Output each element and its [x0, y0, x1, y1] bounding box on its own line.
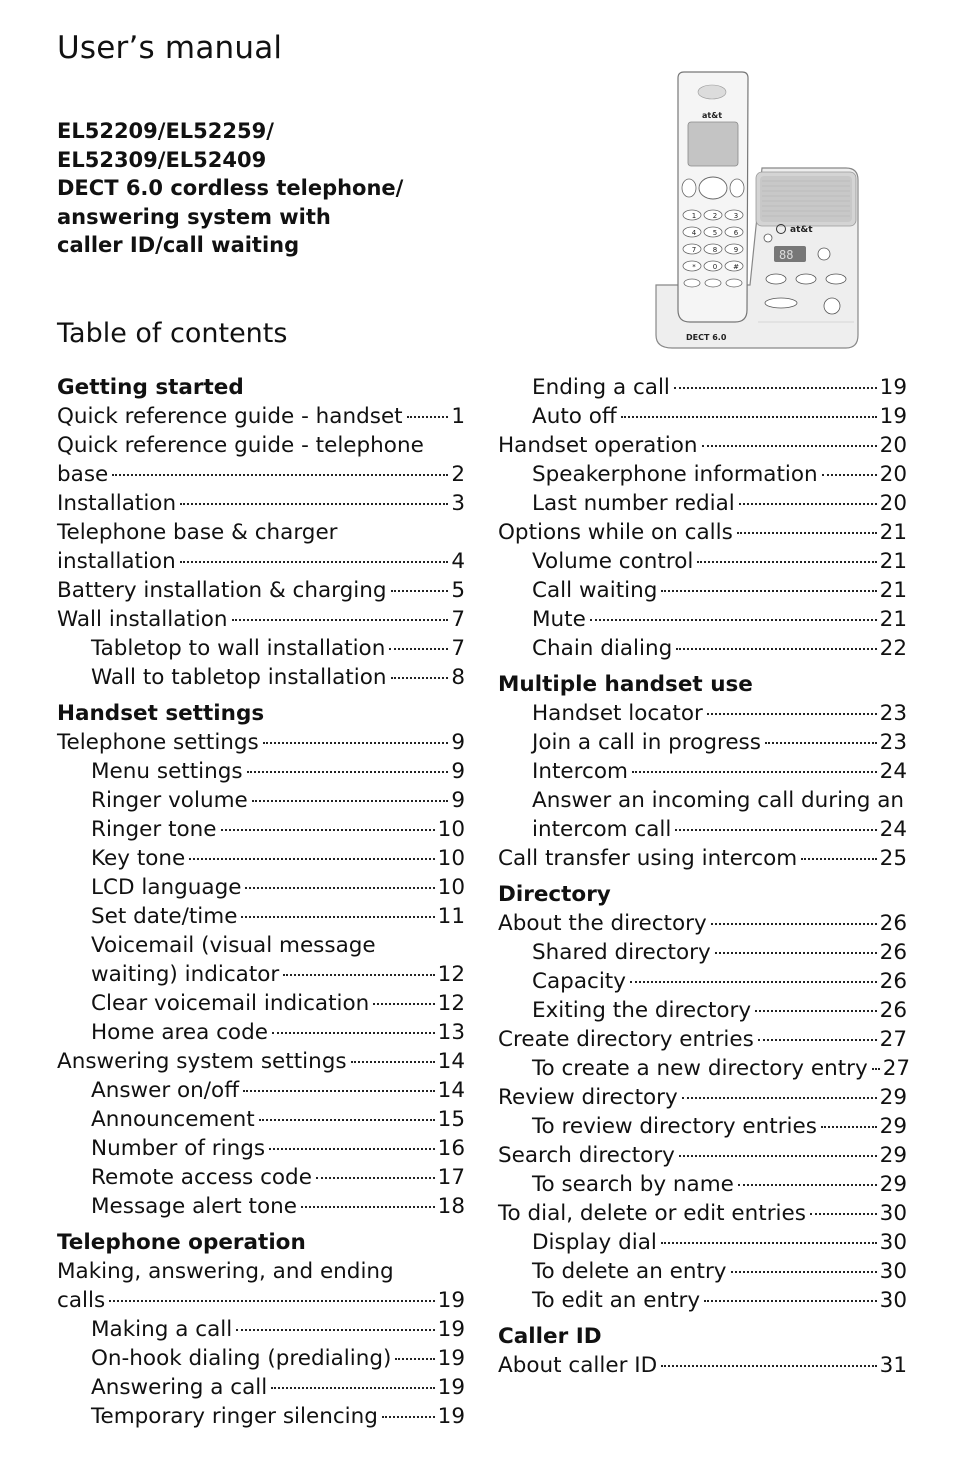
toc-entry-title: Last number redial: [532, 491, 735, 516]
toc-subentry[interactable]: [498, 460, 907, 489]
toc-entry-page: 9: [451, 788, 465, 813]
svg-text:3: 3: [733, 212, 739, 220]
dot-leader: [245, 887, 434, 889]
toc-entry-page: 21: [879, 578, 907, 603]
model-line: EL52209/EL52259/: [57, 119, 274, 143]
model-line: EL52309/EL52409: [57, 147, 267, 172]
toc-entry[interactable]: [57, 1047, 465, 1076]
toc-entry-page: 20: [879, 433, 907, 458]
handset-brand-logo: at&t: [702, 111, 723, 120]
toc-entry-page: 14: [437, 1049, 465, 1074]
dot-leader: [259, 1119, 435, 1121]
toc-entry-title: Answering system settings: [57, 1049, 347, 1074]
toc-subentry[interactable]: [57, 786, 465, 815]
toc-entry-page: 19: [437, 1288, 465, 1313]
toc-entry-page: 10: [437, 817, 465, 842]
model-line: answering system with: [57, 204, 331, 229]
toc-subentry[interactable]: [498, 1286, 907, 1315]
dot-leader: [301, 1206, 435, 1208]
toc-subentry[interactable]: [498, 728, 907, 757]
toc-entry-title: On-hook dialing (predialing): [91, 1346, 392, 1371]
toc-subentry[interactable]: [498, 489, 907, 518]
toc-entry-page: 26: [879, 911, 907, 936]
dot-leader: [351, 1061, 435, 1063]
dot-leader: [765, 742, 877, 744]
toc-entry-page: 30: [879, 1259, 907, 1284]
dot-leader: [373, 1003, 434, 1005]
toc-entry-title: Home area code: [91, 1020, 268, 1045]
dot-leader: [621, 416, 877, 418]
toc-entry-title: To delete an entry: [532, 1259, 727, 1284]
toc-entry-title: Search directory: [498, 1143, 675, 1168]
toc-entry-page: 21: [879, 607, 907, 632]
toc-entry[interactable]: [57, 547, 465, 576]
toc-subentry[interactable]: [57, 960, 465, 989]
dot-leader: [252, 800, 449, 802]
model-line: caller ID/call waiting: [57, 233, 300, 258]
base-brand-logo: at&t: [790, 225, 813, 235]
toc-entry-title: Review directory: [498, 1085, 678, 1110]
toc-subentry[interactable]: [57, 634, 465, 663]
toc-subentry[interactable]: [57, 1402, 465, 1431]
dot-leader: [810, 1213, 877, 1215]
toc-entry-page: 20: [879, 462, 907, 487]
toc-entry-title: To search by name: [532, 1172, 734, 1197]
toc-entry-title: Chain dialing: [532, 636, 673, 661]
dot-leader: [382, 1416, 435, 1418]
dot-leader: [109, 1300, 434, 1302]
toc-entry[interactable]: [57, 1286, 465, 1315]
toc-entry-title: Installation: [57, 491, 177, 516]
dot-leader: [221, 829, 435, 831]
toc-subentry[interactable]: [57, 1163, 465, 1192]
dot-leader: [715, 952, 877, 954]
toc-entry[interactable]: [57, 576, 465, 605]
toc-subentry[interactable]: [57, 873, 465, 902]
toc-entry-page: 9: [451, 759, 465, 784]
toc-entry-title: Create directory entries: [498, 1027, 754, 1052]
dot-leader: [271, 1387, 434, 1389]
toc-subentry[interactable]: [498, 815, 907, 844]
toc-subentry[interactable]: [57, 1344, 465, 1373]
toc-entry-page: 7: [451, 636, 465, 661]
dot-leader: [707, 713, 877, 715]
toc-entry-page: 12: [437, 991, 465, 1016]
svg-text:*: *: [692, 263, 696, 271]
toc-entry-page: 19: [437, 1375, 465, 1400]
dot-leader: [822, 474, 877, 476]
toc-subentry[interactable]: [498, 967, 907, 996]
dot-leader: [180, 503, 448, 505]
toc-entry-page: 14: [437, 1078, 465, 1103]
toc-entry-title: To dial, delete or edit entries: [498, 1201, 806, 1226]
dot-leader: [391, 677, 449, 679]
dot-leader: [676, 648, 876, 650]
toc-subentry[interactable]: [57, 902, 465, 931]
toc-entry-page: 24: [879, 759, 907, 784]
dot-leader: [263, 742, 449, 744]
toc-entry[interactable]: [498, 1025, 907, 1054]
toc-entry-page: 17: [437, 1165, 465, 1190]
svg-text:4: 4: [691, 229, 697, 237]
toc-subentry[interactable]: [57, 1105, 465, 1134]
toc-entry-title: To edit an entry: [532, 1288, 701, 1313]
toc-entry-page: 22: [879, 636, 907, 661]
dot-leader: [316, 1177, 435, 1179]
toc-entry-title: Call waiting: [532, 578, 658, 603]
toc-subentry[interactable]: [498, 699, 907, 728]
toc-entry-title: To create a new directory entry: [532, 1056, 868, 1081]
toc-subentry[interactable]: [57, 844, 465, 873]
toc-entry-page: 2: [451, 462, 465, 487]
toc-entry-title: To review directory entries: [532, 1114, 817, 1139]
toc-entry-title: waiting) indicator: [91, 962, 280, 987]
toc-subentry[interactable]: [498, 938, 907, 967]
dot-leader: [407, 416, 449, 418]
toc-subentry[interactable]: [57, 663, 465, 692]
section-heading: Directory: [498, 882, 611, 907]
dot-leader: [269, 1148, 435, 1150]
toc-entry-page: 29: [879, 1114, 907, 1139]
toc-entry-page: 30: [879, 1201, 907, 1226]
toc-entry[interactable]: [498, 518, 907, 547]
toc-entry-title: Temporary ringer silencing: [91, 1404, 378, 1429]
toc-entry[interactable]: [57, 489, 465, 518]
toc-entry-title: LCD language: [91, 875, 242, 900]
dot-leader: [737, 532, 877, 534]
dot-leader: [731, 1271, 877, 1273]
toc-entry-title: Ringer volume: [91, 788, 248, 813]
toc-entry-page: 19: [879, 404, 907, 429]
dot-leader: [236, 1329, 434, 1331]
toc-entry-page: 23: [879, 730, 907, 755]
svg-text:7: 7: [691, 246, 697, 254]
product-image: [650, 70, 862, 355]
dot-leader: [697, 561, 876, 563]
toc-entry-page: 10: [437, 846, 465, 871]
dot-leader: [232, 619, 449, 621]
toc-entry-page: 19: [437, 1404, 465, 1429]
dot-leader: [682, 1097, 877, 1099]
svg-text:1: 1: [691, 212, 697, 220]
toc-entry-title: Intercom: [532, 759, 628, 784]
toc-subentry[interactable]: [57, 1134, 465, 1163]
toc-entry-page: 24: [879, 817, 907, 842]
toc-entry-title: Join a call in progress: [532, 730, 761, 755]
toc-entry-page: 11: [437, 904, 465, 929]
dot-leader: [661, 1242, 877, 1244]
toc-subentry[interactable]: [498, 1228, 907, 1257]
section-heading: Handset settings: [57, 701, 265, 726]
dot-leader: [704, 1300, 877, 1302]
toc-entry-title-line: Making, answering, and ending: [57, 1259, 394, 1284]
toc-entry-title: installation: [57, 549, 176, 574]
toc-entry-page: 29: [879, 1143, 907, 1168]
dot-leader: [395, 1358, 434, 1360]
toc-entry-title: Menu settings: [91, 759, 243, 784]
toc-subentry[interactable]: [498, 1112, 907, 1141]
toc-entry-page: 18: [437, 1194, 465, 1219]
toc-subentry[interactable]: [498, 1054, 911, 1083]
svg-text:9: 9: [733, 246, 739, 254]
toc-entry-title: Call transfer using intercom: [498, 846, 798, 871]
toc-entry-title: calls: [57, 1288, 106, 1313]
dot-leader: [755, 1010, 877, 1012]
toc-entry[interactable]: [498, 1141, 907, 1170]
toc-entry-title: Remote access code: [91, 1165, 312, 1190]
toc-entry-page: 31: [879, 1353, 907, 1378]
dot-leader: [661, 1365, 877, 1367]
toc-right-column: [498, 373, 911, 1380]
dot-leader: [243, 1090, 435, 1092]
toc-entry-title-line: Answer an incoming call during an: [532, 788, 905, 813]
toc-entry-page: 29: [879, 1085, 907, 1110]
section-heading: Multiple handset use: [498, 672, 753, 697]
dot-leader: [632, 771, 877, 773]
toc-entry-page: 5: [451, 578, 465, 603]
toc-entry-title: Mute: [532, 607, 586, 632]
dot-leader: [821, 1126, 877, 1128]
toc-entry-page: 19: [437, 1317, 465, 1342]
toc-subentry[interactable]: [57, 989, 465, 1018]
toc-entry-title: Making a call: [91, 1317, 233, 1342]
toc-entry[interactable]: [57, 402, 465, 431]
toc-entry[interactable]: [498, 1199, 907, 1228]
toc-entry-page: 21: [879, 549, 907, 574]
dot-leader: [630, 981, 877, 983]
toc-entry-title: Wall installation: [57, 607, 228, 632]
toc-entry-title-line: Telephone base & charger: [57, 520, 338, 545]
model-line: DECT 6.0 cordless telephone/: [57, 176, 404, 201]
toc-entry-title: Ringer tone: [91, 817, 217, 842]
dot-leader: [702, 445, 877, 447]
toc-entry-page: 25: [879, 846, 907, 871]
toc-heading: Table of contents: [57, 318, 288, 349]
toc-entry-page: 4: [451, 549, 465, 574]
toc-entry-page: 12: [437, 962, 465, 987]
toc-entry-page: 30: [879, 1230, 907, 1255]
dot-leader: [391, 590, 449, 592]
toc-subentry[interactable]: [498, 547, 907, 576]
svg-text:0: 0: [712, 263, 718, 271]
dect-logo: DECT 6.0: [686, 333, 727, 342]
svg-text:6: 6: [733, 229, 739, 237]
toc-entry-title: About the directory: [498, 911, 707, 936]
toc-subentry[interactable]: [498, 1170, 907, 1199]
toc-entry[interactable]: [498, 431, 907, 460]
toc-subentry[interactable]: [57, 1373, 465, 1402]
toc-entry[interactable]: [498, 1351, 907, 1380]
dot-leader: [711, 923, 877, 925]
toc-entry-title: Announcement: [91, 1107, 255, 1132]
toc-entry-page: 19: [879, 375, 907, 400]
toc-entry-title: Display dial: [532, 1230, 657, 1255]
toc-entry-title: Key tone: [91, 846, 186, 871]
svg-text:2: 2: [712, 212, 718, 220]
toc-subentry[interactable]: [498, 402, 907, 431]
base-display-digits: 88: [779, 248, 794, 262]
toc-left-column: [57, 373, 465, 1431]
toc-entry-page: 23: [879, 701, 907, 726]
toc-entry[interactable]: [57, 728, 465, 757]
toc-entry-title: Set date/time: [91, 904, 238, 929]
toc-entry-page: 26: [879, 969, 907, 994]
toc-entry-title: base: [57, 462, 109, 487]
toc-subentry[interactable]: [57, 1315, 465, 1344]
toc-entry-title: Auto off: [532, 404, 617, 429]
toc-subentry[interactable]: [498, 634, 907, 663]
toc-entry-title: Tabletop to wall installation: [91, 636, 386, 661]
toc-entry-title: Shared directory: [532, 940, 711, 965]
document-title: User’s manual: [57, 30, 283, 66]
toc-entry-title: Battery installation & charging: [57, 578, 387, 603]
toc-entry-title: Handset operation: [498, 433, 698, 458]
toc-subentry[interactable]: [57, 1192, 465, 1221]
toc-entry-page: 15: [437, 1107, 465, 1132]
toc-entry-title-line: Voicemail (visual message: [91, 933, 376, 958]
toc-entry-page: 1: [451, 404, 465, 429]
toc-entry-page: 9: [451, 730, 465, 755]
toc-subentry[interactable]: [498, 576, 907, 605]
toc-entry-title: Answering a call: [91, 1375, 268, 1400]
toc-entry[interactable]: [498, 1083, 907, 1112]
toc-entry[interactable]: [57, 605, 465, 634]
toc-entry-title: Telephone settings: [57, 730, 259, 755]
toc-entry-page: 13: [437, 1020, 465, 1045]
dot-leader: [675, 829, 876, 831]
toc-entry-title: Quick reference guide - handset: [57, 404, 403, 429]
toc-subentry[interactable]: [498, 1257, 907, 1286]
svg-text:#: #: [733, 263, 739, 271]
toc-entry-page: 20: [879, 491, 907, 516]
toc-entry-page: 10: [437, 875, 465, 900]
dot-leader: [661, 590, 876, 592]
toc-entry-title-line: Quick reference guide - telephone: [57, 433, 424, 458]
toc-subentry[interactable]: [498, 996, 907, 1025]
toc-entry-page: 26: [879, 940, 907, 965]
toc-entry-title: Ending a call: [532, 375, 670, 400]
dot-leader: [758, 1039, 877, 1041]
toc-entry-title: Clear voicemail indication: [91, 991, 370, 1016]
toc-entry-title: Exiting the directory: [532, 998, 752, 1023]
toc-entry-title: Number of rings: [91, 1136, 266, 1161]
toc-subentry[interactable]: [57, 1076, 465, 1105]
svg-text:5: 5: [712, 229, 718, 237]
toc-entry-title: intercom call: [532, 817, 672, 842]
dot-leader: [739, 503, 877, 505]
toc-subentry[interactable]: [498, 373, 907, 402]
toc-entry-page: 29: [879, 1172, 907, 1197]
toc-subentry[interactable]: [57, 757, 465, 786]
section-heading: Getting started: [57, 375, 244, 400]
toc-entry-title: Options while on calls: [498, 520, 733, 545]
dot-leader: [189, 858, 434, 860]
dot-leader: [241, 916, 434, 918]
toc-subentry[interactable]: [57, 1018, 465, 1047]
toc-subentry[interactable]: [498, 605, 907, 634]
section-heading: Telephone operation: [57, 1230, 306, 1255]
toc-entry[interactable]: [57, 460, 465, 489]
toc-entry-page: 21: [879, 520, 907, 545]
toc-entry-title: Answer on/off: [91, 1078, 240, 1103]
dot-leader: [389, 648, 448, 650]
model-description: [57, 117, 403, 260]
toc-subentry[interactable]: [498, 757, 907, 786]
toc-entry-page: 16: [437, 1136, 465, 1161]
toc-entry[interactable]: [498, 844, 907, 873]
dot-leader: [872, 1068, 880, 1070]
toc-entry-page: 7: [451, 607, 465, 632]
toc-entry-title: Speakerphone information: [532, 462, 818, 487]
toc-entry-title: About caller ID: [498, 1353, 658, 1378]
dot-leader: [738, 1184, 877, 1186]
toc-entry-page: 27: [882, 1056, 911, 1081]
dot-leader: [112, 474, 448, 476]
dot-leader: [247, 771, 449, 773]
toc-entry-page: 3: [451, 491, 465, 516]
toc-entry-title: Handset locator: [532, 701, 703, 726]
toc-subentry[interactable]: [57, 815, 465, 844]
svg-text:8: 8: [712, 246, 718, 254]
toc-entry-page: 19: [437, 1346, 465, 1371]
section-heading: Caller ID: [498, 1324, 602, 1349]
toc-entry-title: Capacity: [532, 969, 626, 994]
toc-entry-title: Message alert tone: [91, 1194, 297, 1219]
toc-entry-page: 27: [879, 1027, 907, 1052]
dot-leader: [801, 858, 876, 860]
toc-entry[interactable]: [498, 909, 907, 938]
dot-leader: [590, 619, 877, 621]
toc-entry-title: Volume control: [532, 549, 694, 574]
toc-entry-page: 30: [879, 1288, 907, 1313]
dot-leader: [679, 1155, 877, 1157]
toc-entry-page: 8: [451, 665, 465, 690]
toc-entry-title: Wall to tabletop installation: [91, 665, 387, 690]
dot-leader: [272, 1032, 435, 1034]
dot-leader: [283, 974, 434, 976]
dot-leader: [180, 561, 449, 563]
dot-leader: [674, 387, 877, 389]
toc-entry-page: 26: [879, 998, 907, 1023]
